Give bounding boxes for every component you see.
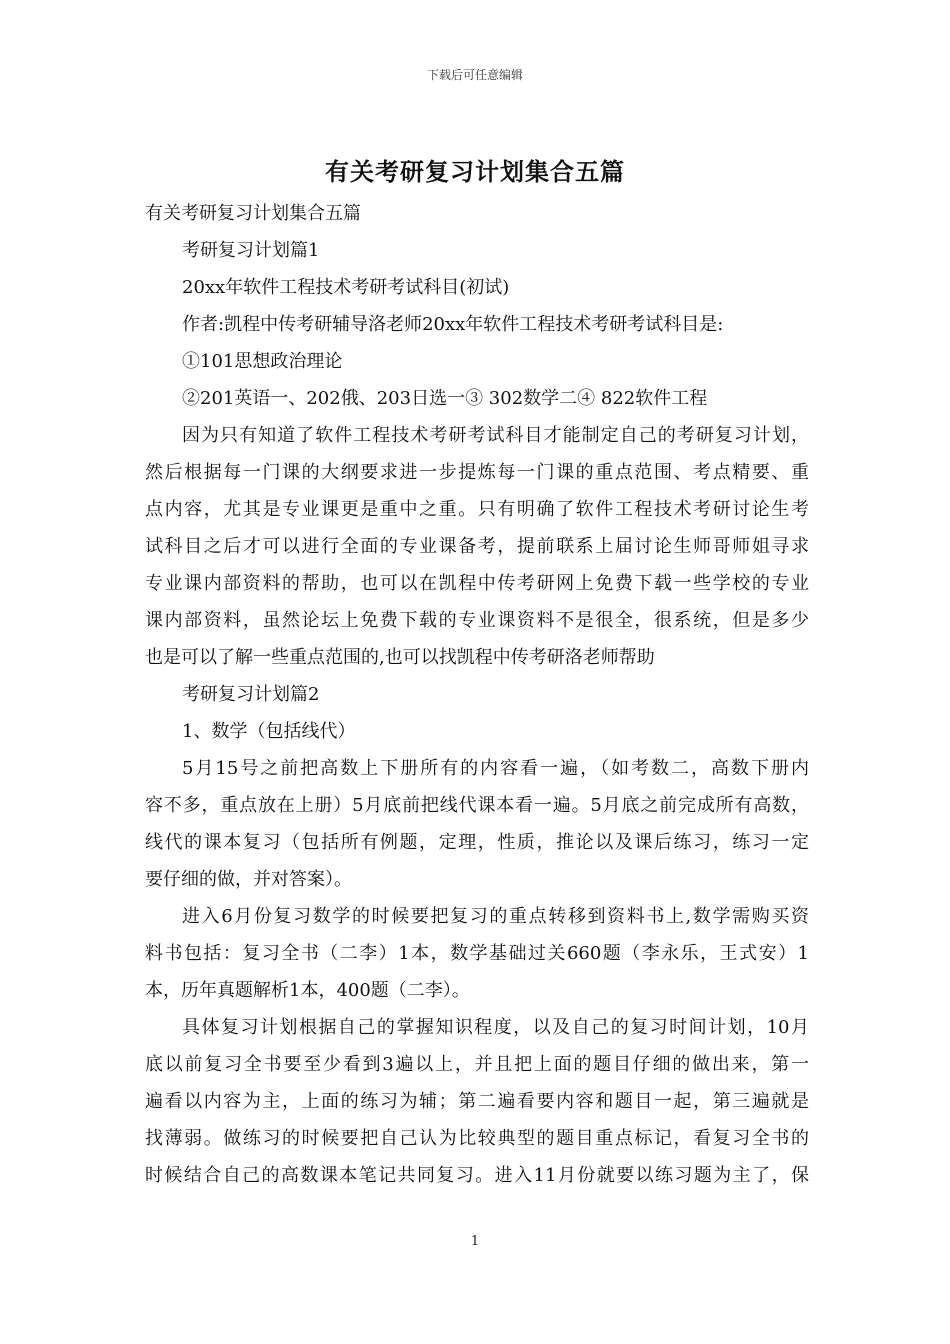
paragraph-line: 时候结合自己的高数课本笔记共同复习。进入11月份就要以练习题为主了，保 <box>145 1165 809 1186</box>
document-title: 有关考研复习计划集合五篇 <box>325 157 625 186</box>
paragraph-2 <box>145 750 809 898</box>
paragraph-3 <box>145 898 809 1009</box>
math-heading: 1、数学（包括线代） <box>182 721 356 742</box>
paragraph-1 <box>145 417 809 676</box>
page-number: 1 <box>470 1234 480 1249</box>
paragraph-line: 进入6月份复习数学的时候要把复习的重点转移到资料书上,数学需购买资 <box>182 906 809 927</box>
paragraph-line: 要仔细的做，并对答案）。 <box>145 869 352 890</box>
paragraph-line: 试科目之后才可以进行全面的专业课备考，提前联系上届讨论生师哥师姐寻求 <box>145 536 809 557</box>
paragraph-line: 因为只有知道了软件工程技术考研考试科目才能制定自己的考研复习计划， <box>182 425 809 446</box>
subject-item-2: ②201英语一、202俄、203日选一③ 302数学二④ 822软件工程 <box>182 388 708 409</box>
section-heading-1: 考研复习计划篇1 <box>182 240 320 261</box>
paragraph-line: 线代的课本复习（包括所有例题，定理，性质，推论以及课后练习，练习一定 <box>145 832 809 853</box>
exam-subjects-heading: 20xx年软件工程技术考研考试科目(初试) <box>182 277 510 298</box>
paragraph-line: 点内容，尤其是专业课更是重中之重。只有明确了软件工程技术考研讨论生考 <box>145 499 809 520</box>
paragraph-line: 本，历年真题解析1本，400题（二李）。 <box>145 980 470 1001</box>
section-heading-2: 考研复习计划篇2 <box>182 684 320 705</box>
paragraph-line: 也是可以了解一些重点范围的,也可以找凯程中传考研洛老师帮助 <box>145 647 655 668</box>
paragraph-line: 料书包括：复习全书（二李）1本，数学基础过关660题（李永乐，王式安）1 <box>145 943 809 964</box>
paragraph-line: 课内部资料，虽然论坛上免费下载的专业课资料不是很全，很系统，但是多少 <box>145 610 809 631</box>
document-body <box>145 195 809 1194</box>
paragraph-line: 5月15号之前把高数上下册所有的内容看一遍，（如考数二，高数下册内 <box>182 758 809 779</box>
paragraph-line: 遍看以内容为主，上面的练习为辅；第二遍看要内容和题目一起，第三遍就是 <box>145 1091 809 1112</box>
author-line: 作者:凯程中传考研辅导洛老师20xx年软件工程技术考研考试科目是: <box>182 314 724 335</box>
paragraph-4 <box>145 1009 809 1194</box>
paragraph-line: 找薄弱。做练习的时候要把自己认为比较典型的题目重点标记，看复习全书的 <box>145 1128 809 1149</box>
paragraph-line: 容不多，重点放在上册）5月底前把线代课本看一遍。5月底之前完成所有高数， <box>145 795 809 816</box>
paragraph-line: 然后根据每一门课的大纲要求进一步提炼每一门课的重点范围、考点精要、重 <box>145 462 809 483</box>
paragraph-line: 专业课内部资料的帮助，也可以在凯程中传考研网上免费下载一些学校的专业 <box>145 573 809 594</box>
paragraph-line: 底以前复习全书要至少看到3遍以上，并且把上面的题目仔细的做出来，第一 <box>145 1054 809 1075</box>
subtitle-line: 有关考研复习计划集合五篇 <box>145 203 361 224</box>
header-note: 下载后可任意编辑 <box>426 68 523 82</box>
subject-item-1: ①101思想政治理论 <box>182 351 343 372</box>
paragraph-line: 具体复习计划根据自己的掌握知识程度，以及自己的复习时间计划，10月 <box>182 1017 809 1038</box>
